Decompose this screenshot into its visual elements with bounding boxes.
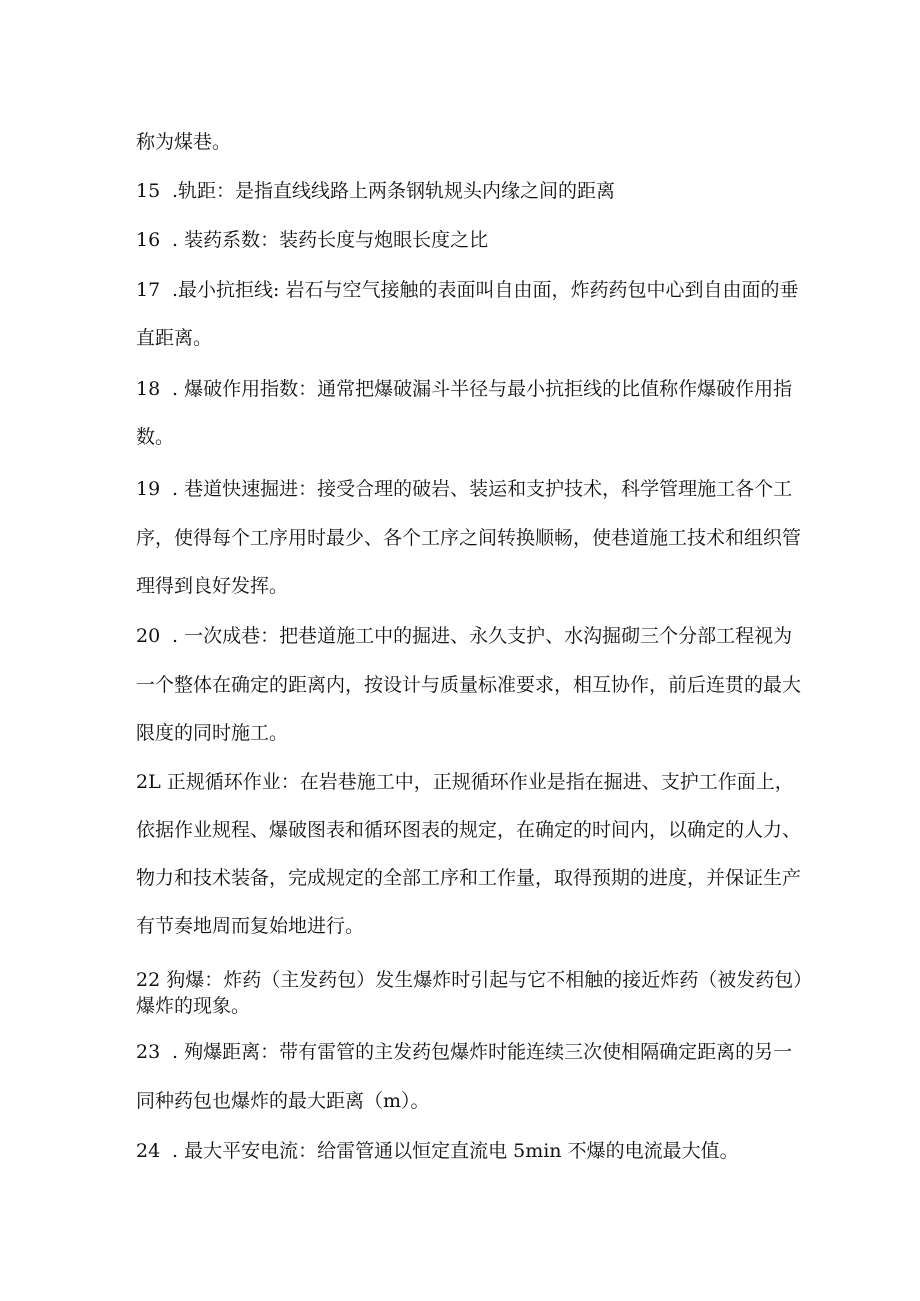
term-number: 19: [136, 478, 161, 500]
term-17: [136, 278, 798, 302]
text-line: 理得到良好发挥。: [136, 575, 289, 597]
text-line: 数。: [136, 426, 175, 448]
term-text: .最小抗拒线: 岩石与空气接触的表面叫自由面，炸药药包中心到自由面的垂: [172, 279, 799, 301]
term-number: 23: [136, 1041, 161, 1063]
term-number: 18: [136, 378, 161, 400]
text-line: 限度的同时施工。: [136, 722, 289, 744]
term-19: [136, 477, 792, 501]
term-number: 24: [136, 1140, 161, 1162]
term-16: [136, 228, 488, 252]
text-line: 有节奏地周而复始地进行。: [136, 915, 365, 937]
term-text: . 巷道快速掘进：接受合理的破岩、装运和支护技术，科学管理施工各个工: [172, 478, 793, 500]
term-number: 20: [136, 625, 161, 647]
text-line: 称为煤巷。: [136, 131, 232, 153]
term-15: [136, 179, 615, 203]
text-line: 序，使得每个工序用时最少、各个工序之间转换顺畅，使巷道施工技术和组织管: [136, 527, 802, 549]
text-line: 同种药包也爆炸的最大距离（m）。: [136, 1090, 430, 1112]
term-text: . 一次成巷：把巷道施工中的掘进、永久支护、水沟掘砌三个分部工程视为: [172, 625, 793, 647]
term-number: 17: [136, 279, 161, 301]
text-line: 物力和技术装备，完成规定的全部工序和工作量，取得预期的进度，并保证生产: [136, 867, 802, 889]
term-23: [136, 1040, 792, 1064]
term-24: [136, 1139, 739, 1163]
text-line: 爆炸的现象。: [136, 995, 251, 1017]
text-line: 依据作业规程、爆破图表和循环图表的规定，在确定的时间内，以确定的人力、: [136, 819, 802, 841]
term-21: 2L 正规循环作业：在岩巷施工中，正规循环作业是指在掘进、支护工作面上，: [136, 771, 794, 793]
term-text: . 殉爆距离：带有雷管的主发药包爆炸时能连续三次使相隔确定距离的另一: [172, 1041, 793, 1063]
term-20: [136, 624, 792, 648]
term-22: 22 狗爆：炸药（主发药包）发生爆炸时引起与它不相触的接近炸药（被发药包）: [136, 969, 813, 991]
text-line: 直距离。: [136, 327, 213, 349]
term-text: . 爆破作用指数：通常把爆破漏斗半径与最小抗拒线的比值称作爆破作用指: [172, 378, 793, 400]
term-text: . 装药系数：装药长度与炮眼长度之比: [172, 229, 489, 251]
term-number: 15: [136, 180, 161, 202]
term-text: . 最大平安电流：给雷管通以恒定直流电 5min 不爆的电流最大值。: [172, 1140, 739, 1162]
text-line: 一个整体在确定的距离内，按设计与质量标准要求，相互协作，前后连贯的最大: [136, 674, 802, 696]
term-number: 16: [136, 229, 161, 251]
term-text: .轨距：是指直线线路上两条钢轨规头内缘之间的距离: [172, 180, 616, 202]
term-18: [136, 377, 792, 401]
